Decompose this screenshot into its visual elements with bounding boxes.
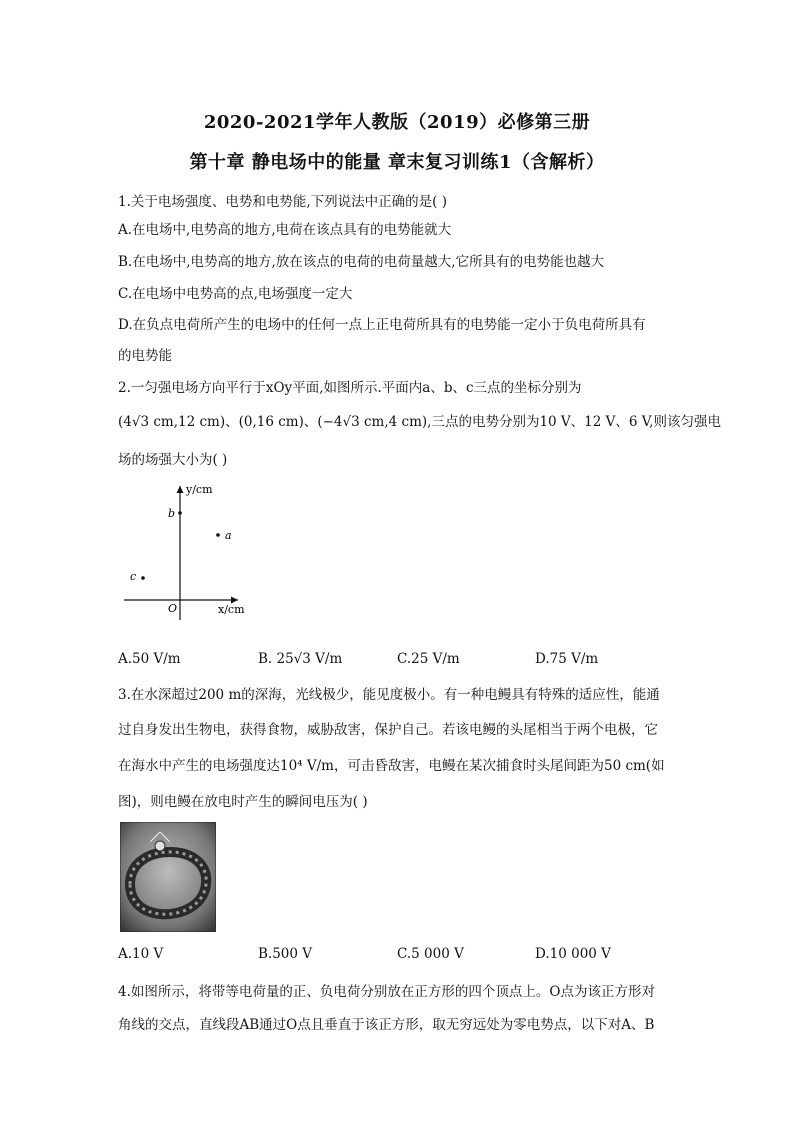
q2-stem-line2: (4√3 cm,12 cm)、(0,16 cm)、(−4√3 cm,4 cm),三点的电势分别为10 V、12 V、6 V,则该匀强电 [118, 414, 721, 430]
q3-stem-line1: 3.在水深超过200 m的深海，光线极少，能见度极小。有一种电鳗具有特殊的适应性，能通 [118, 687, 660, 703]
doc-title-line1: 2020-2021学年人教版（2019）必修第三册 [203, 112, 591, 133]
q2-option-c: C.25 V/m [397, 651, 460, 667]
point-c [141, 576, 145, 580]
q3-stem-line3: 在海水中产生的电场强度达10⁴ V/m，可击昏敌害，电鳗在某次捕食时头尾间距为50 cm(如 [118, 758, 665, 774]
origin-label: O [168, 602, 178, 615]
q1-option-c: C.在电场中电势高的点,电场强度一定大 [118, 286, 353, 302]
point-a [216, 533, 220, 537]
point-a-label: a [225, 529, 232, 542]
q2-stem-line3: 场的场强大小为( ) [118, 452, 228, 468]
q3-option-a: A.10 V [118, 946, 164, 962]
q2-stem-line1: 2.一匀强电场方向平行于xOy平面,如图所示.平面内a、b、c三点的坐标分别为 [118, 380, 582, 396]
point-c-label: c [130, 570, 137, 583]
doc-title-line2: 第十章 静电场中的能量 章末复习训练1（含解析） [189, 152, 605, 173]
q1-option-d-line2: 的电势能 [118, 348, 172, 364]
q1-option-a: A.在电场中,电势高的地方,电荷在该点具有的电势能就大 [118, 222, 452, 238]
q3-stem-line2: 过自身发出生物电，获得食物，威胁敌害，保护自己。若该电鳗的头尾相当于两个电极，它 [118, 722, 658, 738]
point-b [178, 511, 182, 515]
q2-coordinate-figure [118, 478, 258, 628]
x-axis-label: x/cm [218, 603, 245, 616]
q2-option-b: B. 25√3 V/m [258, 651, 343, 667]
q3-option-c: C.5 000 V [397, 946, 464, 962]
point-b-label: b [168, 507, 176, 520]
q4-stem-line2: 角线的交点，直线段AB通过O点且垂直于该正方形，取无穷远处为零电势点，以下对A、B [118, 1017, 655, 1033]
q1-option-d-line1: D.在负点电荷所产生的电场中的任何一点上正电荷所具有的电势能一定小于负电荷所具有 [118, 317, 646, 333]
q1-stem: 1.关于电场强度、电势和电势能,下列说法中正确的是( ) [118, 194, 447, 210]
y-axis-label: y/cm [186, 483, 213, 496]
q4-stem-line1: 4.如图所示，将带等电荷量的正、负电荷分别放在正方形的四个顶点上。O点为该正方形对 [118, 984, 655, 1000]
electric-eel-photo [120, 822, 216, 932]
q3-option-d: D.10 000 V [535, 946, 611, 962]
q3-option-b: B.500 V [258, 946, 313, 962]
q2-option-a: A.50 V/m [118, 651, 181, 667]
q3-stem-line4: 图)，则电鳗在放电时产生的瞬间电压为( ) [118, 794, 368, 810]
q2-option-d: D.75 V/m [535, 651, 599, 667]
q1-option-b: B.在电场中,电势高的地方,放在该点的电荷的电荷量越大,它所具有的电势能也越大 [118, 254, 605, 270]
